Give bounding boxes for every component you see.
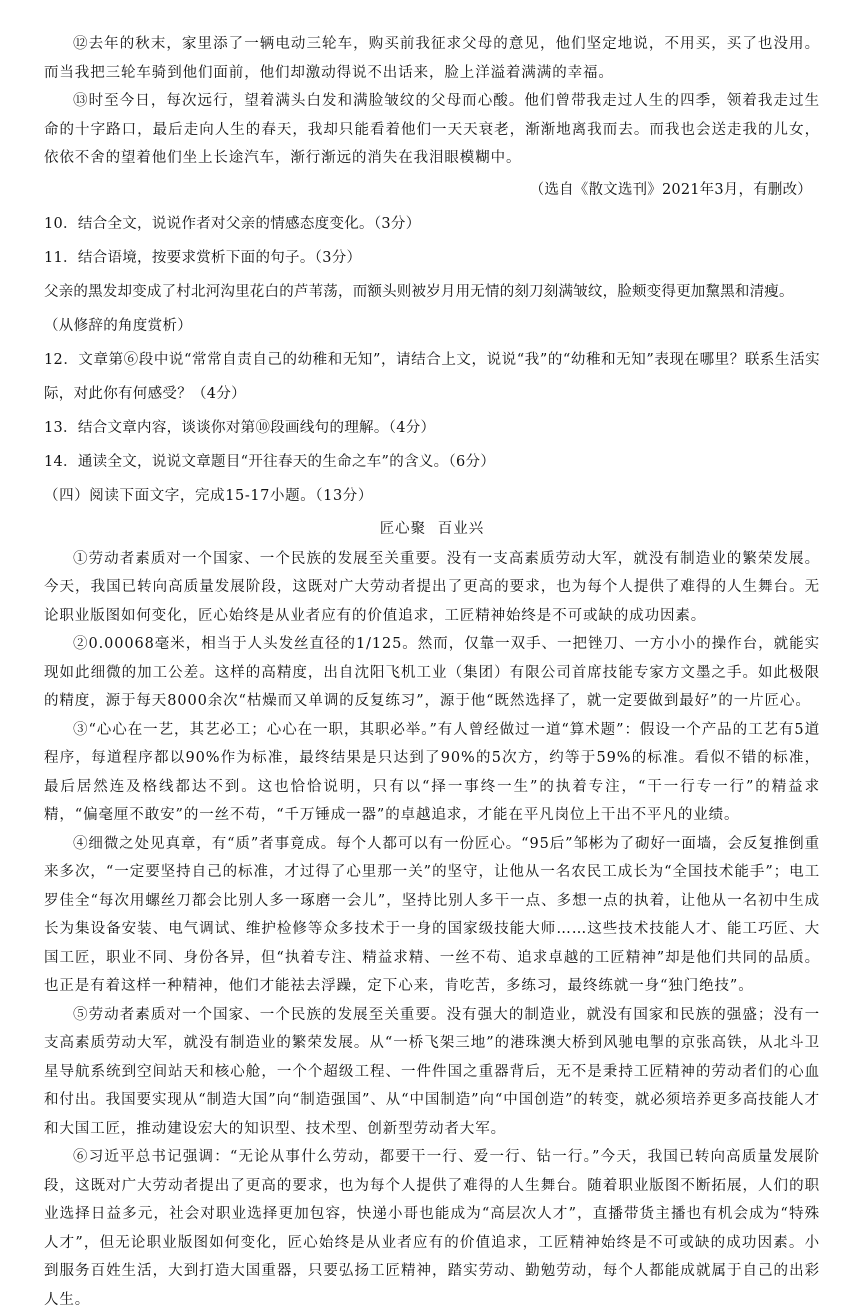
question-14: 14．通读全文，说说文章题目“开往春天的生命之车”的含义。（6分） xyxy=(44,453,496,470)
article-paragraph-6: ⑥习近平总书记强调：“无论从事什么劳动，都要干一行、爱一行、钻一行。”今天，我国已转向高质量发展阶段，这既对广大劳动者提出了更高的要求，也为每个人提供了难得的人生舞台。随着职业版图不断拓展，人们的职业选择日益多元，社会对职业选择更加包容，快递小哥也能成为“高层次人才”，直播带货主播也有机会成为“特殊人才”，但无论职业版图如何变化，匠心始终是从业者应有的价值追求，工匠精神始终是不可或缺的成功因素。小到服务百姓生活，大到打造大国重器，只要弘扬工匠精神，踏实劳动、勤勉劳动，每个人都能成就属于自己的出彩人生。 xyxy=(44,1149,820,1308)
paragraph-13: ⑬时至今日，每次远行，望着满头白发和满脸皱纹的父母而心酸。他们曾带我走过人生的四季，领着我走过生命的十字路口，最后走向人生的春天，我却只能看着他们一天天衰老，渐渐地离我而去。而我也会送走我的儿女，依依不舍的望着他们坐上长途汽车，渐行渐远的消失在我泪眼模糊中。 xyxy=(44,93,820,166)
article-title: 匠心聚 百业兴 xyxy=(379,520,485,537)
article-paragraph-1: ①劳动者素质对一个国家、一个民族的发展至关重要。没有一支高素质劳动大军，就没有制造业的繁荣发展。今天，我国已转向高质量发展阶段，这既对广大劳动者提出了更高的要求，也为每个人提供了难得的人生舞台。无论职业版图如何变化，匠心始终是从业者应有的价值追求，工匠精神始终是不可或缺的成功因素。 xyxy=(44,550,820,624)
article-paragraph-3: ③“心心在一艺，其艺必工；心心在一职，其职必举。”有人曾经做过一道“算术题”：假设一个产品的工艺有5道程序，每道程序都以90%作为标准，最终结果是只达到了90%的5次方，约等于59%的标准。看似不错的标准，最后居然连及格线都达不到。这也恰恰说明，只有以“择一事终一生”的执着专注，“干一行专一行”的精益求精，“偏毫厘不敢安”的一丝不苟，“千万锤成一器”的卓越追求，才能在平凡岗位上干出不平凡的业绩。 xyxy=(44,721,820,823)
question-11-sentence: 父亲的黑发却变成了村北河沟里花白的芦苇荡，而额头则被岁月用无情的刻刀刻满皱纹，脸颊变得更加黧黑和清瘦。 xyxy=(44,283,794,300)
question-11-requirement: （从修辞的角度赏析） xyxy=(44,317,192,334)
article-paragraph-2: ②0.00068毫米，相当于人头发丝直径的1/125。然而，仅靠一双手、一把锉刀、一方小小的操作台，就能实现如此细微的加工公差。这样的高精度，出自沈阳飞机工业（集团）有限公司首席技能专家方文墨之手。如此极限的精度，源于每天8000余次“枯燥而又单调的反复练习”，源于他“既然选择了，就一定要做到最好”的一片匠心。 xyxy=(44,636,820,709)
article-paragraph-5: ⑤劳动者素质对一个国家、一个民族的发展至关重要。没有强大的制造业，就没有国家和民族的强盛；没有一支高素质劳动大军，就没有制造业的繁荣发展。从“一桥飞架三地”的港珠澳大桥到风驰电掣的京张高铁，从北斗卫星导航系统到空间站天和核心舱，一个个超级工程、一件件国之重器背后，无不是秉持工匠精神的劳动者们的心血和付出。我国要实现从“制造大国”向“制造强国”、从“中国制造”向“中国创造”的转变，就必须培养更多高技能人才和大国工匠，推动建设宏大的知识型、技术型、创新型劳动者大军。 xyxy=(44,1006,820,1137)
question-11: 11．结合语境，按要求赏析下面的句子。（3分） xyxy=(44,249,362,266)
exam-page xyxy=(44,30,820,1314)
source-citation: （选自《散文选刊》2021年3月，有删改） xyxy=(529,181,812,198)
question-12: 12．文章第⑥段中说“常常自责自己的幼稚和无知”，请结合上文，说说“我”的“幼稚和无知”表现在哪里？联系生活实际，对此你有何感受？（4分） xyxy=(44,351,820,402)
section-4-heading: （四）阅读下面文字，完成15-17小题。（13分） xyxy=(44,487,373,504)
question-10: 10．结合全文，说说作者对父亲的情感态度变化。（3分） xyxy=(44,215,421,232)
paragraph-12: ⑫去年的秋末，家里添了一辆电动三轮车，购买前我征求父母的意见，他们坚定地说，不用买，买了也没用。而当我把三轮车骑到他们面前，他们却激动得说不出话来，脸上洋溢着满满的幸福。 xyxy=(44,36,820,81)
question-13: 13．结合文章内容，谈谈你对第⑩段画线句的理解。（4分） xyxy=(44,419,436,436)
article-paragraph-4: ④细微之处见真章，有“质”者事竟成。每个人都可以有一份匠心。“95后”邹彬为了砌好一面墙，会反复推倒重来多次，“一定要坚持自己的标准，才过得了心里那一关”的坚守，让他从一名农民工成长为“全国技术能手”；电工罗佳全“每次用螺丝刀都会比别人多一琢磨一会儿”，坚持比别人多干一点、多想一点的执着，让他从一名初中生成长为集设备安装、电气调试、维护检修等众多技术于一身的国家级技能大师……这些技术技能人才、能工巧匠、大国工匠，职业不同、身份各异，但“执着专注、精益求精、一丝不苟、追求卓越的工匠精神”却是他们共同的品质。也正是有着这样一种精神，他们才能祛去浮躁，定下心来，肯吃苦，多练习，最终练就一身“独门绝技”。 xyxy=(44,835,820,994)
